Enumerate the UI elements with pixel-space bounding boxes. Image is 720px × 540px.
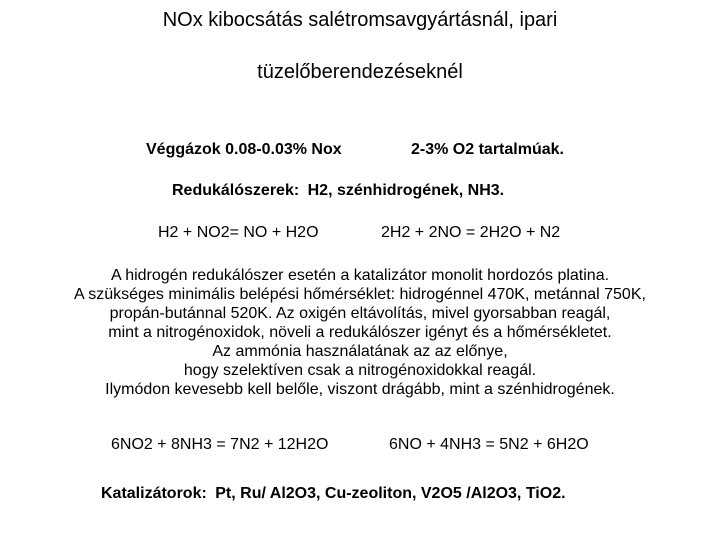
paragraph-line: propán-butánnal 520K. Az oxigén eltávolítás, mivel gyorsabban reagál, [109,305,611,322]
catalysts-line [101,486,566,502]
page-title-line-1: NOx kibocsátás salétromsavgyártásnál, ipari [162,9,558,31]
paragraph-line: hogy szelektíven csak a nitrogénoxidokkal reagál. [183,362,537,379]
explanation-paragraph [0,266,720,399]
reducers-line [172,183,504,199]
flue-gas-text: Véggázok 0.08-0.03% Nox [146,141,342,158]
paragraph-line: Ilymódon kevesebb kell belőle, viszont drágább, mint a szénhidrogének. [105,381,615,398]
reducers-label: Redukálószerek: [172,182,300,199]
page-title-line-2: tüzelőberendezéseknél [257,61,463,83]
oxygen-content-text: 2-3% O2 tartalmúak. [411,141,564,158]
paragraph-line: A szükséges minimális belépési hőmérséklet: hidrogénnel 470K, metánnal 750K, [74,286,646,303]
paragraph-line: Az ammónia használatának az az előnye, [212,343,508,360]
reaction-no-nh3: 6NO + 4NH3 = 5N2 + 6H2O [389,436,589,453]
catalysts-value: Pt, Ru/ Al2O3, Cu-zeoliton, V2O5 /Al2O3, TiO2. [215,485,566,502]
paragraph-line: A hidrogén redukálószer esetén a katalizátor monolit hordozós platina. [110,267,610,284]
catalysts-label: Katalizátorok: [101,485,207,502]
paragraph-line: mint a nitrogénoxidok, növeli a redukálószer igényt és a hőmérsékletet. [108,324,612,341]
reaction-h2-no: 2H2 + 2NO = 2H2O + N2 [381,224,561,241]
reaction-no2-nh3: 6NO2 + 8NH3 = 7N2 + 12H2O [111,436,329,453]
reducers-value: H2, szénhidrogének, NH3. [307,182,505,199]
reaction-h2-no2: H2 + NO2= NO + H2O [158,224,319,241]
